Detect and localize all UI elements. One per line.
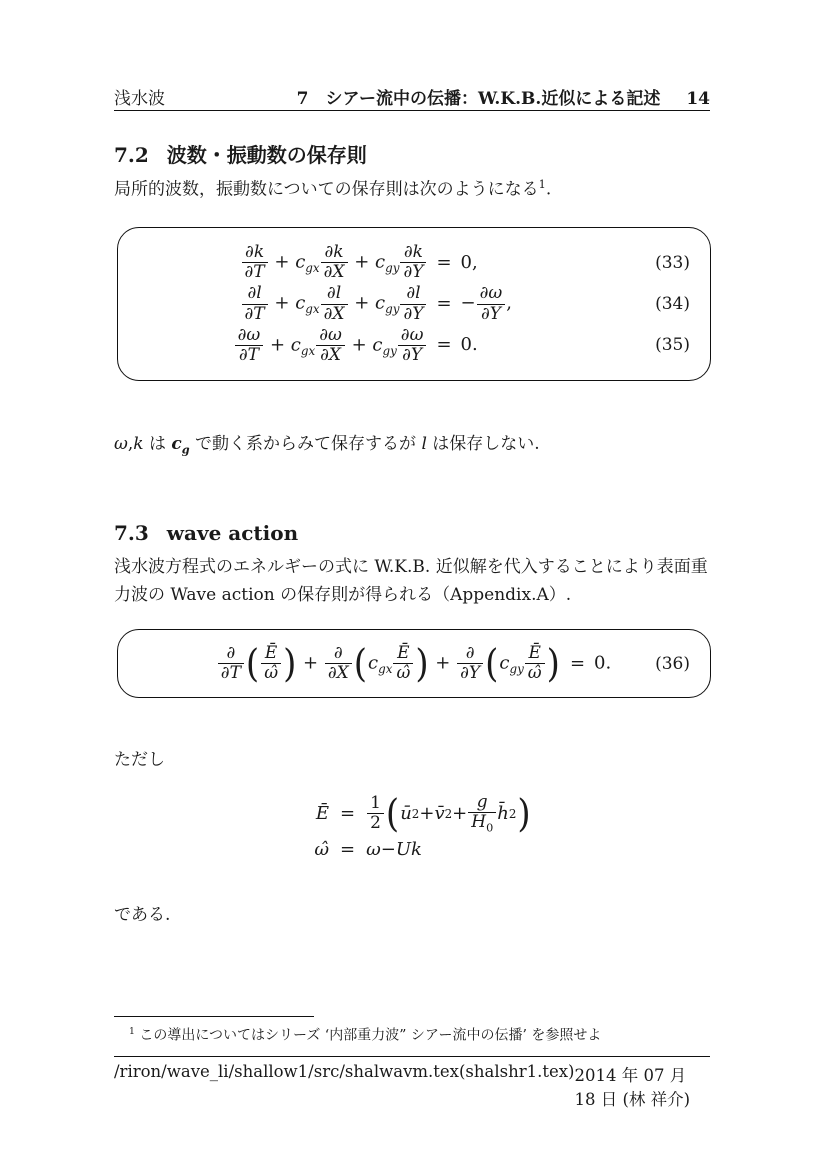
equation-36-number: (36) <box>655 653 690 674</box>
definition-energy: Ē = $\frac{1}{2}$ ( ū 2 + v̄ 2 + g $H_0$ h̄ 2 ) <box>315 791 531 837</box>
page-footer <box>114 1062 710 1110</box>
section-7-3-heading <box>114 521 298 545</box>
definition-intrinsic-frequency: ω̂ = ω − Uk <box>314 838 422 860</box>
equation-34 <box>118 284 710 323</box>
tadashi-label: ただし <box>114 750 165 770</box>
equation-34-body: $\frac{\partial l}{\partial T}$ + $c_{gx}$ $\frac{\partial l}{\partial X}$ + $c_{gy}$ $\frac{\partial l}{\partial Y}$ = − $\frac{\partial\omega}{\partial Y}$ , <box>217 284 610 323</box>
equation-33-number: (33) <box>655 252 690 273</box>
footnote-rule <box>114 1016 314 1017</box>
equation-36 <box>118 641 710 686</box>
section-7-3-title: wave action <box>166 521 299 545</box>
footer-file-path: /riron/wave_li/shallow1/src/shalwavm.tex(shalshr1.tex) <box>114 1062 575 1081</box>
page-header <box>114 84 710 109</box>
paragraph-conservation-note: ω,k は $c_g$ で動く系からみて保存するが l は保存しない. <box>114 434 540 457</box>
section-7-2-title: 波数・振動数の保存則 <box>166 143 367 167</box>
equation-box-wave-action <box>117 629 711 698</box>
equation-34-number: (34) <box>655 294 690 314</box>
equation-35-body: $\frac{\partial\omega}{\partial T}$ + $c_{gx}$ $\frac{\partial\omega}{\partial X}$ + $c_{gy}$ $\frac{\partial\omega}{\partial Y}$ = 0. <box>217 326 610 365</box>
equation-35-number: (35) <box>655 335 690 356</box>
section-7-2-heading <box>114 139 367 168</box>
paragraph-7-3-intro: 浅水波方程式のエネルギーの式に W.K.B. 近似解を代入することにより表面重力波の Wave action の保存則が得られる（Appendix.A）. <box>114 557 708 605</box>
footer-date-author: 2014 年 07 月 18 日 (林 祥介) <box>574 1066 691 1109</box>
header-rule <box>114 110 710 111</box>
equation-35 <box>118 326 710 365</box>
paragraph-7-2-intro: 局所的波数，振動数についての保存則は次のようになる$^1$. <box>114 178 552 200</box>
header-section-title: 7 シアー流中の伝播：W.K.B.近似による記述 <box>296 89 661 109</box>
section-7-2-number: 7.2 <box>114 143 149 167</box>
definition-equations <box>305 793 532 860</box>
header-page-number: 14 <box>686 89 710 109</box>
equation-box-conservation <box>117 227 711 381</box>
equation-33-body: $\frac{\partial k}{\partial T}$ + $c_{gx}$ $\frac{\partial k}{\partial X}$ + $c_{gy}$ $\frac{\partial k}{\partial Y}$ = 0, <box>217 243 610 282</box>
section-7-3-number: 7.3 <box>114 521 149 545</box>
dearu-label: である. <box>114 905 171 925</box>
equation-33 <box>118 243 710 282</box>
equation-36-body: ∂ ∂T ( $\frac{Ē}{\omegâ}$ ) + ∂ ∂X ($c_{gx}$ $\frac{Ē}{\omegâ}$ ) + ∂ ∂Y ($c_{gy}$ $\frac{Ē}{\omegâ}$ ) = 0. <box>217 644 611 683</box>
header-running-title: 浅水波 <box>114 89 165 109</box>
footnote-text: $^1$ この導出についてはシリーズ ‘内部重力波” シアー流中の伝播’ を参照せよ <box>129 1026 602 1044</box>
footer-rule <box>114 1056 710 1057</box>
